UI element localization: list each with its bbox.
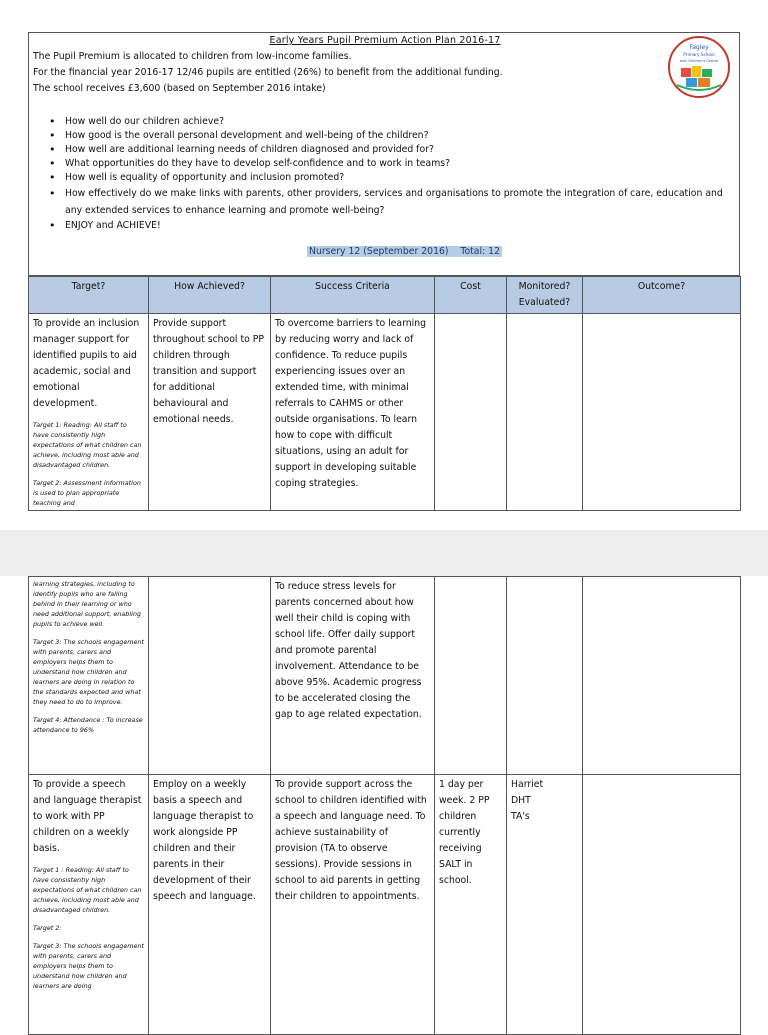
target-note: Target 2: Assessment information is used to plan appropriate teaching and (33, 479, 141, 507)
target-text: To provide a speech and language therapist to work with PP children on a weekly basis. (33, 779, 142, 854)
cell-success-criteria: To overcome barriers to learning by reducing worry and lack of confidence. To reduce pupils experiencing issues over an extended time, with minimal referrals to CAHMS or other outside organisations. To learn how to cope with difficult situations, using an adult for support in developing suitable coping strategies. (271, 314, 435, 511)
question-item: • How effectively do we make links with parents, other providers, services and organisations to promote the integration of care, education and any extended services to enhance learning and promote well-being? (47, 185, 727, 219)
question-item: • How well is equality of opportunity and inclusion promoted? (47, 171, 727, 185)
plan-table-page-1 (28, 276, 741, 511)
school-logo (667, 35, 731, 99)
question-item: • ENJOY and ACHIEVE! (47, 219, 727, 233)
header-success-criteria: Success Criteria (271, 277, 435, 314)
cell-outcome (583, 314, 741, 511)
cell-success-criteria: To reduce stress levels for parents concerned about how well their child is coping with school life. Offer daily support and promote parental involvement. Attendance to be above 95%. Academic progress to be accelerated closing the gap to age related expectation. (271, 577, 435, 775)
document-title: Early Years Pupil Premium Action Plan 2016-17 (269, 35, 501, 46)
target-note: Target 3: The schools engagement with parents, carers and employers helps them to understand how children and learners are doing in relation to the standards expected and what they need to do to improve. (33, 638, 144, 706)
cell-monitored (507, 775, 583, 1035)
intro-line-allocation: The Pupil Premium is allocated to children from low-income families. (33, 51, 352, 62)
table-row (29, 314, 741, 511)
target-note: Target 1: Reading: All staff to have consistently high expectations of what children can achieve, including most able and disadvantaged children. (33, 421, 142, 469)
cell-outcome (583, 775, 741, 1035)
cell-cost (435, 577, 507, 775)
cell-target (29, 577, 149, 775)
monitor-name: Harriet (511, 779, 544, 790)
cell-monitored (507, 314, 583, 511)
question-item: • How well do our children achieve? (47, 115, 727, 129)
target-note: Target 3: The schools engagement with parents, carers and employers helps them to understand how children and learners are doing (33, 942, 144, 990)
nursery-total: Nursery 12 (September 2016) Total: 12 (309, 246, 501, 257)
header-cost: Cost (435, 277, 507, 314)
cell-how-achieved: Provide support throughout school to PP children through transition and support for additional behavioural and emotional needs. (149, 314, 271, 511)
cell-target (29, 775, 149, 1035)
header-outcome: Outcome? (583, 277, 741, 314)
target-note: learning strategies, including to identify pupils who are falling behind in their learning or who need additional support, enabling pupils to achieve well. (33, 580, 141, 628)
question-item: • How well are additional learning needs of children diagnosed and provided for? (47, 143, 727, 157)
target-note: Target 2: (33, 924, 62, 932)
cell-success-criteria: To provide support across the school to children identified with a speech and language need. To achieve sustainability of provision (TA to observe sessions). Provide sessions in school to aid parents in getting their children to appointments. (271, 775, 435, 1035)
header-target: Target? (29, 277, 149, 314)
key-questions-list (47, 115, 727, 233)
monitor-name: DHT (511, 795, 531, 806)
target-note: Target 4: Attendance : To increase attendance to 96% (33, 716, 143, 734)
question-item: • What opportunities do they have to develop self-confidence and to work in teams? (47, 157, 727, 171)
monitor-name: TA's (511, 811, 530, 822)
intro-line-entitlement: For the financial year 2016-17 12/46 pupils are entitled (26%) to benefit from the additional funding. (33, 67, 503, 78)
cell-monitored (507, 577, 583, 775)
document-page-2 (0, 576, 768, 1024)
cell-how-achieved (149, 577, 271, 775)
cell-outcome (583, 577, 741, 775)
table-row (29, 577, 741, 775)
intro-line-funding: The school receives £3,600 (based on September 2016 intake) (33, 83, 326, 94)
plan-table-page-2 (28, 576, 741, 1035)
page-gap (0, 530, 768, 576)
plan-header-box (28, 32, 740, 276)
header-monitored: Monitored? Evaluated? (507, 277, 583, 314)
header-how-achieved: How Achieved? (149, 277, 271, 314)
cell-target (29, 314, 149, 511)
question-item: • How good is the overall personal development and well-being of the children? (47, 129, 727, 143)
cell-cost: 1 day per week. 2 PP children currently receiving SALT in school. (435, 775, 507, 1035)
logo-line-3: and Children's Centre (679, 59, 719, 63)
target-text: To provide an inclusion manager support for identified pupils to aid academic, social and emotional development. (33, 318, 140, 409)
target-note: Target 1 : Reading: All staff to have consistently high expectations of what children can achieve, including most able and disadvantaged children. (33, 866, 142, 914)
cell-cost (435, 314, 507, 511)
logo-line-1: Fagley (689, 44, 709, 51)
cell-how-achieved: Employ on a weekly basis a speech and language therapist to work alongside PP children and their parents in their development of their speech and language. (149, 775, 271, 1035)
logo-line-2: Primary School (683, 52, 715, 57)
table-row (29, 775, 741, 1035)
